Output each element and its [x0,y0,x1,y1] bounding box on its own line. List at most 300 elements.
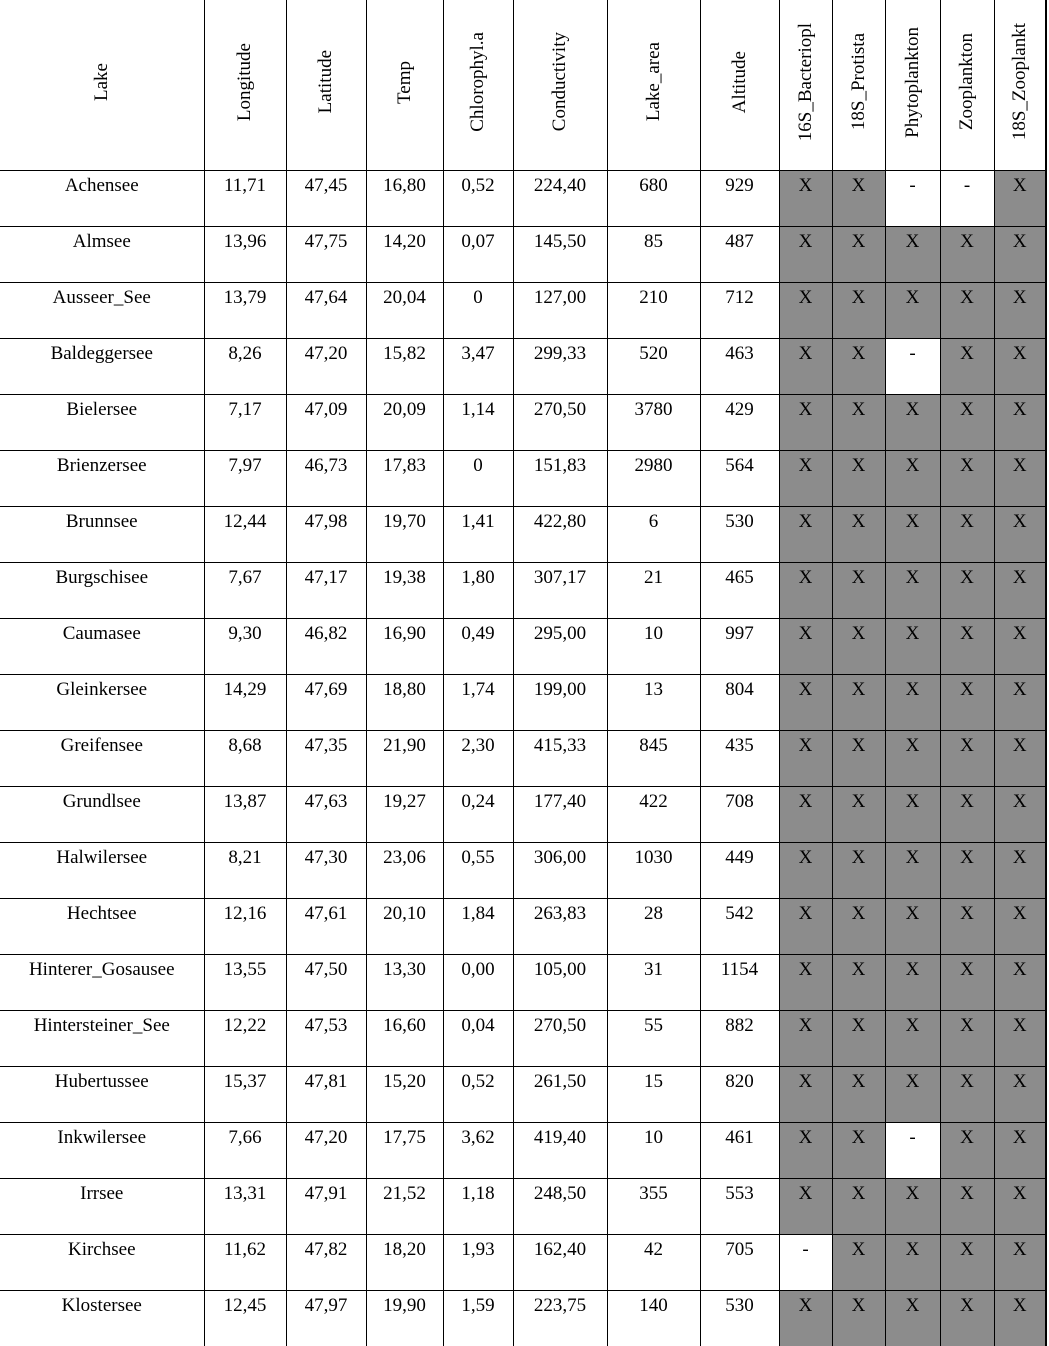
table-cell: 15,20 [366,1067,443,1123]
table-cell: 1,18 [443,1179,513,1235]
table-cell: 463 [700,339,779,395]
table-cell: 47,81 [286,1067,366,1123]
presence-flag-cell: X [940,899,994,955]
presence-flag-cell: X [940,283,994,339]
col-header-zooplankton [940,0,994,171]
table-cell: 13,87 [204,787,286,843]
table-cell: 28 [607,899,700,955]
presence-flag-cell: X [832,787,885,843]
table-cell: 7,17 [204,395,286,451]
table-cell: 307,17 [513,563,607,619]
table-cell: 21,52 [366,1179,443,1235]
table-row [0,843,1046,899]
presence-flag-cell: X [994,899,1046,955]
table-cell: 429 [700,395,779,451]
presence-flag-cell: X [940,1235,994,1291]
table-cell: 47,82 [286,1235,366,1291]
table-cell: 12,44 [204,507,286,563]
presence-flag-cell: X [832,675,885,731]
presence-flag-cell: - [779,1235,832,1291]
table-cell: 10 [607,619,700,675]
table-cell: 145,50 [513,227,607,283]
table-cell: 263,83 [513,899,607,955]
presence-flag-cell: X [994,339,1046,395]
col-header-label: Altitude [729,51,751,113]
presence-flag-cell: X [994,451,1046,507]
table-cell: 21 [607,563,700,619]
table-cell: 17,75 [366,1123,443,1179]
presence-flag-cell: X [940,1011,994,1067]
table-cell: 47,69 [286,675,366,731]
table-cell: 0,52 [443,171,513,227]
presence-flag-cell: X [779,619,832,675]
table-row [0,339,1046,395]
presence-flag-cell: X [940,675,994,731]
col-header-phytoplankton [885,0,940,171]
col-header-chlorophyl [443,0,513,171]
presence-flag-cell: X [832,1011,885,1067]
lake-name-cell: Achensee [0,171,204,227]
col-header-18s-protista [832,0,885,171]
table-cell: 15,82 [366,339,443,395]
table-row [0,507,1046,563]
table-cell: 705 [700,1235,779,1291]
table-cell: 11,71 [204,171,286,227]
table-cell: 15 [607,1067,700,1123]
table-row [0,451,1046,507]
presence-flag-cell: X [779,675,832,731]
presence-flag-cell: X [994,283,1046,339]
presence-flag-cell: X [885,619,940,675]
table-cell: 47,97 [286,1291,366,1346]
table-cell: 11,62 [204,1235,286,1291]
presence-flag-cell: X [994,507,1046,563]
table-cell: 1,93 [443,1235,513,1291]
table-cell: 3,47 [443,339,513,395]
table-body [0,171,1046,1346]
presence-flag-cell: X [994,395,1046,451]
presence-flag-cell: X [779,1291,832,1346]
presence-flag-cell: - [885,339,940,395]
header-row [0,0,1046,171]
presence-flag-cell: X [779,955,832,1011]
table-cell: 422,80 [513,507,607,563]
table-cell: 47,75 [286,227,366,283]
col-header-label: Lake_area [643,42,665,121]
col-header-conductivity [513,0,607,171]
table-cell: 520 [607,339,700,395]
presence-flag-cell: X [940,1291,994,1346]
presence-flag-cell: X [885,1067,940,1123]
table-cell: 8,68 [204,731,286,787]
presence-flag-cell: X [885,955,940,1011]
presence-flag-cell: X [994,619,1046,675]
table-cell: 1,84 [443,899,513,955]
table-cell: 105,00 [513,955,607,1011]
table-cell: 13,31 [204,1179,286,1235]
presence-flag-cell: X [940,507,994,563]
table-cell: 2,30 [443,731,513,787]
presence-flag-cell: X [885,283,940,339]
col-header-longitude [204,0,286,171]
presence-flag-cell: X [779,899,832,955]
table-row [0,227,1046,283]
lake-name-cell: Grundlsee [0,787,204,843]
presence-flag-cell: X [885,787,940,843]
col-header-16s-bacteriopl [779,0,832,171]
presence-flag-cell: X [885,1179,940,1235]
presence-flag-cell: X [994,227,1046,283]
presence-flag-cell: X [779,171,832,227]
table-cell: 270,50 [513,1011,607,1067]
col-header-label: Longitude [234,43,256,121]
col-header-label: 18S_Protista [848,33,870,130]
table-cell: 19,27 [366,787,443,843]
table-cell: 461 [700,1123,779,1179]
table-row [0,731,1046,787]
table-cell: 12,45 [204,1291,286,1346]
presence-flag-cell: X [832,955,885,1011]
col-header-label: Latitude [315,50,337,113]
table-cell: 0 [443,451,513,507]
table-cell: 47,61 [286,899,366,955]
table-cell: 7,66 [204,1123,286,1179]
table-cell: 20,09 [366,395,443,451]
table-cell: 542 [700,899,779,955]
table-cell: 564 [700,451,779,507]
presence-flag-cell: X [832,843,885,899]
table-cell: 435 [700,731,779,787]
presence-flag-cell: X [994,563,1046,619]
lake-name-cell: Klostersee [0,1291,204,1346]
lake-name-cell: Kirchsee [0,1235,204,1291]
table-cell: 14,29 [204,675,286,731]
presence-flag-cell: - [885,1123,940,1179]
presence-flag-cell: X [940,1067,994,1123]
presence-flag-cell: X [994,1179,1046,1235]
table-cell: 929 [700,171,779,227]
table-row [0,563,1046,619]
table-row [0,1067,1046,1123]
lake-name-cell: Halwilersee [0,843,204,899]
table-cell: 21,90 [366,731,443,787]
table-cell: 20,10 [366,899,443,955]
col-header-label: Chlorophyl.a [467,32,489,132]
col-header-label: Conductivity [549,32,571,131]
col-header-label: Phytoplankton [902,27,924,138]
presence-flag-cell: X [994,731,1046,787]
lake-name-cell: Greifensee [0,731,204,787]
table-cell: 882 [700,1011,779,1067]
table-cell: 487 [700,227,779,283]
presence-flag-cell: X [779,395,832,451]
presence-flag-cell: X [885,451,940,507]
presence-flag-cell: X [779,283,832,339]
table-cell: 0,24 [443,787,513,843]
presence-flag-cell: X [885,1291,940,1346]
table-cell: 18,20 [366,1235,443,1291]
table-cell: 261,50 [513,1067,607,1123]
presence-flag-cell: X [885,899,940,955]
table-cell: 177,40 [513,787,607,843]
presence-flag-cell: X [832,731,885,787]
table-cell: 14,20 [366,227,443,283]
table-cell: 13,30 [366,955,443,1011]
table-cell: 140 [607,1291,700,1346]
table-cell: 127,00 [513,283,607,339]
presence-flag-cell: X [832,1067,885,1123]
table-cell: 13,96 [204,227,286,283]
table-cell: 19,90 [366,1291,443,1346]
presence-flag-cell: X [779,1011,832,1067]
table-cell: 47,50 [286,955,366,1011]
table-cell: 997 [700,619,779,675]
table-cell: 1,80 [443,563,513,619]
table-cell: 530 [700,1291,779,1346]
presence-flag-cell: X [940,843,994,899]
table-cell: 47,35 [286,731,366,787]
table-cell: 151,83 [513,451,607,507]
table-row [0,283,1046,339]
table-cell: 19,70 [366,507,443,563]
table-cell: 223,75 [513,1291,607,1346]
table-row [0,171,1046,227]
presence-flag-cell: X [940,395,994,451]
lake-name-cell: Bielersee [0,395,204,451]
table-cell: 1030 [607,843,700,899]
lake-name-cell: Hechtsee [0,899,204,955]
table-cell: 0,55 [443,843,513,899]
col-header-latitude [286,0,366,171]
table-cell: 708 [700,787,779,843]
table-cell: 47,45 [286,171,366,227]
table-cell: 295,00 [513,619,607,675]
table-cell: 1,74 [443,675,513,731]
presence-flag-cell: X [940,451,994,507]
table-cell: 47,09 [286,395,366,451]
table-cell: 2980 [607,451,700,507]
table-row [0,619,1046,675]
table-row [0,1011,1046,1067]
table-cell: 9,30 [204,619,286,675]
table-row [0,395,1046,451]
table-cell: 23,06 [366,843,443,899]
table-cell: 47,64 [286,283,366,339]
presence-flag-cell: X [832,451,885,507]
presence-flag-cell: - [940,171,994,227]
presence-flag-cell: X [885,675,940,731]
presence-flag-cell: X [940,787,994,843]
table-cell: 13,79 [204,283,286,339]
col-header-lake [0,0,204,171]
table-cell: 1,59 [443,1291,513,1346]
presence-flag-cell: X [779,563,832,619]
table-cell: 6 [607,507,700,563]
presence-flag-cell: X [885,731,940,787]
lake-name-cell: Hinterer_Gosausee [0,955,204,1011]
presence-flag-cell: X [832,395,885,451]
presence-flag-cell: X [994,675,1046,731]
table-cell: 47,17 [286,563,366,619]
table-cell: 1,41 [443,507,513,563]
presence-flag-cell: X [940,1123,994,1179]
lake-name-cell: Hubertussee [0,1067,204,1123]
table-cell: 199,00 [513,675,607,731]
table-cell: 712 [700,283,779,339]
lake-name-cell: Brienzersee [0,451,204,507]
presence-flag-cell: X [832,1235,885,1291]
table-cell: 415,33 [513,731,607,787]
lake-name-cell: Almsee [0,227,204,283]
presence-flag-cell: X [994,1067,1046,1123]
presence-flag-cell: X [779,787,832,843]
presence-flag-cell: X [832,563,885,619]
lake-name-cell: Burgschisee [0,563,204,619]
presence-flag-cell: X [779,1179,832,1235]
presence-flag-cell: X [832,227,885,283]
table-cell: 47,63 [286,787,366,843]
col-header-label: 18S_Zooplankt [1009,23,1031,140]
presence-flag-cell: X [885,1011,940,1067]
table-cell: 530 [700,507,779,563]
col-header-temp [366,0,443,171]
table-cell: 419,40 [513,1123,607,1179]
presence-flag-cell: X [885,563,940,619]
lake-name-cell: Caumasee [0,619,204,675]
presence-flag-cell: X [994,843,1046,899]
table-row [0,955,1046,1011]
table-cell: 248,50 [513,1179,607,1235]
presence-flag-cell: X [940,731,994,787]
table-cell: 18,80 [366,675,443,731]
presence-flag-cell: X [832,1123,885,1179]
presence-flag-cell: X [832,339,885,395]
table-cell: 270,50 [513,395,607,451]
table-cell: 3780 [607,395,700,451]
presence-flag-cell: X [779,731,832,787]
table-cell: 1,14 [443,395,513,451]
presence-flag-cell: X [994,1123,1046,1179]
presence-flag-cell: X [994,1011,1046,1067]
presence-flag-cell: X [779,843,832,899]
lake-name-cell: Gleinkersee [0,675,204,731]
table-row [0,1291,1046,1346]
col-header-label: Lake [91,63,113,101]
presence-flag-cell: X [832,283,885,339]
presence-flag-cell: X [885,507,940,563]
col-header-label: Temp [394,61,416,104]
table-cell: 47,53 [286,1011,366,1067]
presence-flag-cell: X [779,339,832,395]
presence-flag-cell: X [994,955,1046,1011]
table-cell: 0,52 [443,1067,513,1123]
table-row [0,787,1046,843]
presence-flag-cell: X [940,563,994,619]
table-row [0,899,1046,955]
table-cell: 299,33 [513,339,607,395]
lake-name-cell: Brunnsee [0,507,204,563]
col-header-label: Zooplankton [956,33,978,130]
table-cell: 8,21 [204,843,286,899]
table-cell: 7,97 [204,451,286,507]
presence-flag-cell: X [832,1179,885,1235]
col-header-label: 16S_Bacteriopl [795,23,817,141]
presence-flag-cell: X [832,1291,885,1346]
lake-name-cell: Irrsee [0,1179,204,1235]
table-cell: 0,04 [443,1011,513,1067]
presence-flag-cell: X [779,227,832,283]
table-cell: 17,83 [366,451,443,507]
table-cell: 20,04 [366,283,443,339]
presence-flag-cell: X [779,1123,832,1179]
table-cell: 3,62 [443,1123,513,1179]
presence-flag-cell: X [832,171,885,227]
presence-flag-cell: X [940,227,994,283]
lake-name-cell: Baldeggersee [0,339,204,395]
table-row [0,1179,1046,1235]
table-cell: 0 [443,283,513,339]
presence-flag-cell: X [940,955,994,1011]
table-cell: 42 [607,1235,700,1291]
table-cell: 1154 [700,955,779,1011]
presence-flag-cell: X [779,1067,832,1123]
presence-flag-cell: X [994,1235,1046,1291]
lake-name-cell: Inkwilersee [0,1123,204,1179]
table-cell: 16,80 [366,171,443,227]
table-row [0,1123,1046,1179]
table-cell: 47,91 [286,1179,366,1235]
table-cell: 804 [700,675,779,731]
table-cell: 465 [700,563,779,619]
presence-flag-cell: X [885,843,940,899]
col-header-18s-zooplankt [994,0,1046,171]
table-cell: 820 [700,1067,779,1123]
table-cell: 162,40 [513,1235,607,1291]
presence-flag-cell: X [779,451,832,507]
presence-flag-cell: X [832,507,885,563]
presence-flag-cell: X [885,1235,940,1291]
presence-flag-cell: X [940,1179,994,1235]
table-cell: 19,38 [366,563,443,619]
table-cell: 16,90 [366,619,443,675]
table-cell: 845 [607,731,700,787]
table-cell: 10 [607,1123,700,1179]
presence-flag-cell: X [832,619,885,675]
table-row [0,675,1046,731]
presence-flag-cell: - [885,171,940,227]
table-cell: 422 [607,787,700,843]
table-cell: 46,73 [286,451,366,507]
presence-flag-cell: X [832,899,885,955]
table-row [0,1235,1046,1291]
table-cell: 85 [607,227,700,283]
table-cell: 680 [607,171,700,227]
table-cell: 0,07 [443,227,513,283]
table-cell: 12,16 [204,899,286,955]
presence-flag-cell: X [779,507,832,563]
presence-flag-cell: X [994,171,1046,227]
table-cell: 15,37 [204,1067,286,1123]
col-header-lake-area [607,0,700,171]
table-cell: 31 [607,955,700,1011]
table-cell: 12,22 [204,1011,286,1067]
table-cell: 224,40 [513,171,607,227]
lake-name-cell: Ausseer_See [0,283,204,339]
table-cell: 47,20 [286,1123,366,1179]
table-cell: 46,82 [286,619,366,675]
presence-flag-cell: X [885,227,940,283]
table-cell: 16,60 [366,1011,443,1067]
